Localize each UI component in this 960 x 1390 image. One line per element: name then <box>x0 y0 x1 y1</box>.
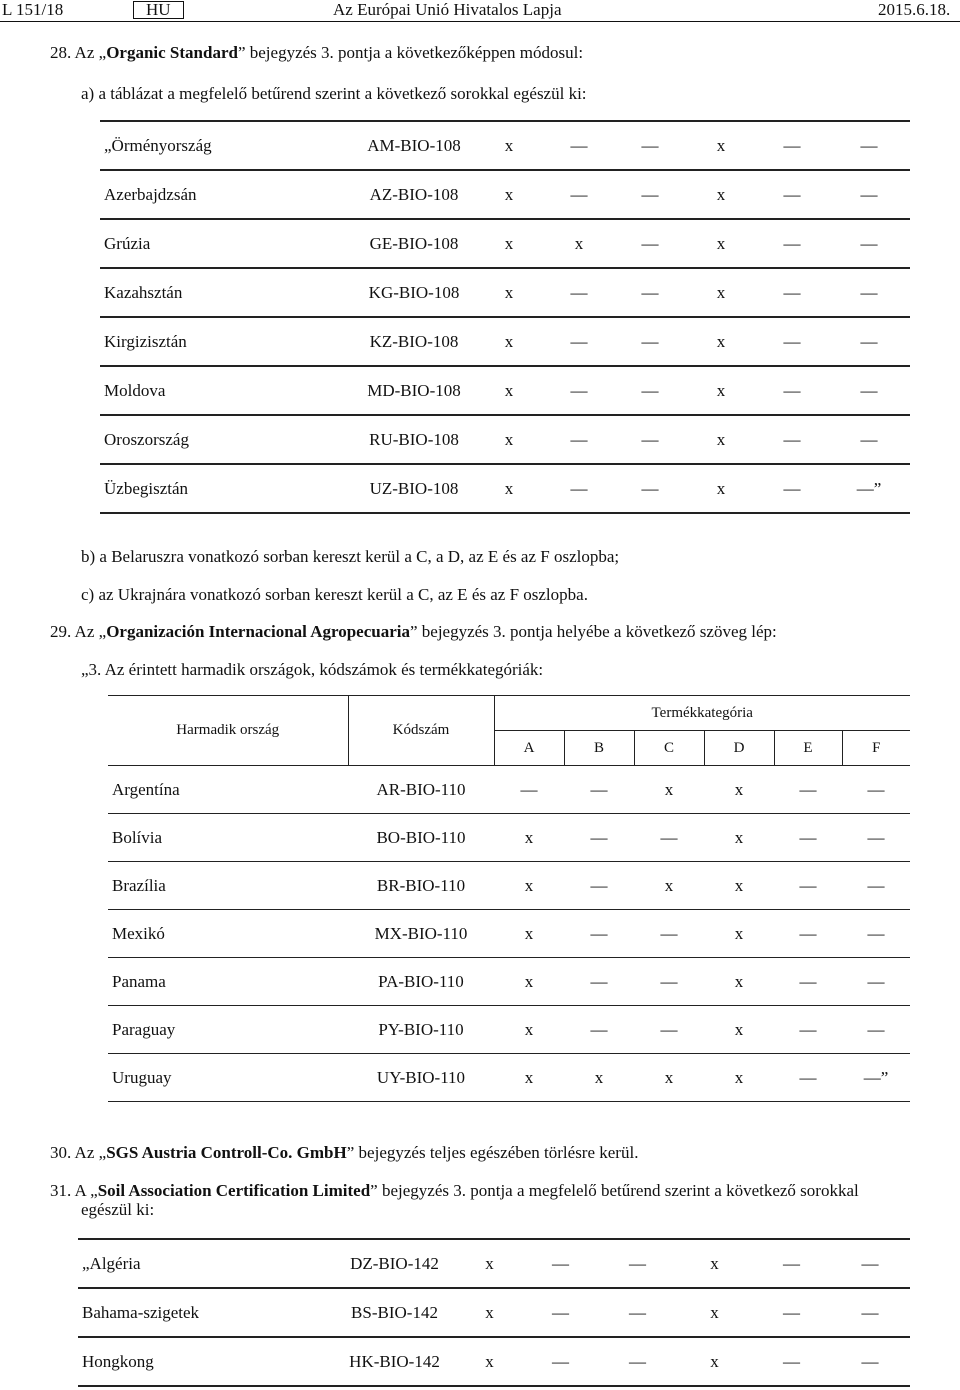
category-e-cell: — <box>753 1239 830 1288</box>
category-f-cell: — <box>828 121 910 170</box>
table-2-body <box>108 766 910 1102</box>
category-d-cell: x <box>686 415 756 464</box>
category-e-cell: — <box>756 268 828 317</box>
category-e-cell: — <box>753 1337 830 1386</box>
category-d-cell: x <box>704 958 774 1006</box>
table-row <box>108 1054 910 1102</box>
category-c-cell: — <box>599 1337 676 1386</box>
code-cell: DZ-BIO-142 <box>332 1239 457 1288</box>
category-c-cell: x <box>634 766 704 814</box>
code-cell: RU-BIO-108 <box>354 415 474 464</box>
item-29-heading: „3. Az érintett harmadik országok, kódszámok és termékkategóriák: <box>81 660 544 679</box>
category-d-cell: x <box>686 366 756 415</box>
table-row <box>100 268 910 317</box>
table-row <box>100 415 910 464</box>
item-31-line2: egészül ki: <box>81 1200 155 1219</box>
table-1 <box>100 120 910 514</box>
category-col-header: F <box>842 731 910 766</box>
category-b-cell: x <box>544 219 614 268</box>
category-c-cell: — <box>614 464 686 513</box>
category-a-cell: — <box>494 766 564 814</box>
code-cell: PA-BIO-110 <box>348 958 494 1006</box>
category-f-cell: — <box>842 766 910 814</box>
table-row <box>78 1288 910 1337</box>
item-28-intro: 28. Az „Organic Standard” bejegyzés 3. pontja a következőképpen módosul: <box>50 43 584 62</box>
category-a-cell: x <box>494 1054 564 1102</box>
category-c-cell: — <box>634 958 704 1006</box>
table-row <box>100 219 910 268</box>
page-header <box>0 0 960 22</box>
category-f-cell: — <box>830 1337 910 1386</box>
country-cell: Mexikó <box>108 910 348 958</box>
table-row <box>78 1337 910 1386</box>
category-b-cell: — <box>564 958 634 1006</box>
country-cell: Brazília <box>108 862 348 910</box>
category-a-cell: x <box>474 415 544 464</box>
publication-date: 2015.6.18. <box>878 0 951 19</box>
category-f-cell: — <box>842 910 910 958</box>
category-a-cell: x <box>494 1006 564 1054</box>
item-28-c: c) az Ukrajnára vonatkozó sorban kereszt kerül a C, az E és az F oszlopba. <box>81 585 588 604</box>
category-a-cell: x <box>474 268 544 317</box>
code-cell: UZ-BIO-108 <box>354 464 474 513</box>
category-e-cell: — <box>774 1006 842 1054</box>
category-e-cell: — <box>774 958 842 1006</box>
category-d-cell: x <box>676 1239 753 1288</box>
category-e-cell: — <box>756 415 828 464</box>
category-d-cell: x <box>704 910 774 958</box>
code-cell: BR-BIO-110 <box>348 862 494 910</box>
country-cell: Paraguay <box>108 1006 348 1054</box>
table-row <box>100 170 910 219</box>
category-e-cell: — <box>756 317 828 366</box>
code-cell: GE-BIO-108 <box>354 219 474 268</box>
category-b-cell: — <box>544 121 614 170</box>
category-c-cell: — <box>599 1288 676 1337</box>
col-header-category: Termékkategória <box>494 696 910 731</box>
category-c-cell: — <box>634 910 704 958</box>
country-cell: Argentína <box>108 766 348 814</box>
category-e-cell: — <box>756 121 828 170</box>
category-b-cell: — <box>544 317 614 366</box>
category-c-cell: — <box>634 1006 704 1054</box>
country-cell: Üzbegisztán <box>100 464 354 513</box>
country-cell: Bahama-szigetek <box>78 1288 332 1337</box>
category-col-header: E <box>774 731 842 766</box>
category-c-cell: — <box>614 317 686 366</box>
col-header-country: Harmadik ország <box>108 696 348 766</box>
category-d-cell: x <box>686 317 756 366</box>
category-a-cell: x <box>474 317 544 366</box>
category-c-cell: — <box>614 366 686 415</box>
category-a-cell: x <box>494 814 564 862</box>
category-b-cell: — <box>564 910 634 958</box>
category-b-cell: — <box>544 415 614 464</box>
category-e-cell: — <box>756 170 828 219</box>
category-e-cell: — <box>774 910 842 958</box>
table-row <box>100 366 910 415</box>
category-a-cell: x <box>457 1239 522 1288</box>
category-f-cell: — <box>830 1239 910 1288</box>
category-e-cell: — <box>774 1054 842 1102</box>
category-b-cell: — <box>544 170 614 219</box>
table-row <box>100 464 910 513</box>
language-badge: HU <box>133 1 184 19</box>
category-a-cell: x <box>457 1288 522 1337</box>
category-col-header: C <box>634 731 704 766</box>
category-d-cell: x <box>686 464 756 513</box>
country-cell: Bolívia <box>108 814 348 862</box>
category-e-cell: — <box>756 219 828 268</box>
code-cell: MD-BIO-108 <box>354 366 474 415</box>
table-3 <box>78 1238 910 1387</box>
header-rule <box>0 21 960 22</box>
code-cell: KZ-BIO-108 <box>354 317 474 366</box>
code-cell: PY-BIO-110 <box>348 1006 494 1054</box>
code-cell: UY-BIO-110 <box>348 1054 494 1102</box>
category-f-cell: — <box>830 1288 910 1337</box>
category-f-cell: — <box>828 317 910 366</box>
category-b-cell: — <box>564 766 634 814</box>
category-a-cell: x <box>457 1337 522 1386</box>
journal-title: Az Európai Unió Hivatalos Lapja <box>333 0 562 19</box>
category-e-cell: — <box>774 814 842 862</box>
col-header-code: Kódszám <box>348 696 494 766</box>
code-cell: MX-BIO-110 <box>348 910 494 958</box>
category-d-cell: x <box>676 1288 753 1337</box>
country-cell: Panama <box>108 958 348 1006</box>
category-b-cell: — <box>522 1337 599 1386</box>
category-c-cell: — <box>614 415 686 464</box>
category-f-cell: — <box>828 170 910 219</box>
category-b-cell: — <box>544 268 614 317</box>
country-cell: Oroszország <box>100 415 354 464</box>
category-d-cell: x <box>686 170 756 219</box>
category-a-cell: x <box>474 219 544 268</box>
category-a-cell: x <box>494 958 564 1006</box>
category-e-cell: — <box>756 366 828 415</box>
category-d-cell: x <box>704 1054 774 1102</box>
item-31-intro: 31. A „Soil Association Certification Limited” bejegyzés 3. pontja a megfelelő betűrend szerint a következő sorokkal <box>50 1181 859 1200</box>
page-reference: L 151/18 <box>2 0 64 19</box>
category-d-cell: x <box>686 219 756 268</box>
category-c-cell: — <box>614 219 686 268</box>
category-a-cell: x <box>494 862 564 910</box>
category-b-cell: x <box>564 1054 634 1102</box>
code-cell: AR-BIO-110 <box>348 766 494 814</box>
category-b-cell: — <box>564 814 634 862</box>
category-d-cell: x <box>704 1006 774 1054</box>
item-28-b: b) a Belaruszra vonatkozó sorban kereszt kerül a C, a D, az E és az F oszlopba; <box>81 547 620 566</box>
category-d-cell: x <box>704 766 774 814</box>
code-cell: KG-BIO-108 <box>354 268 474 317</box>
category-c-cell: x <box>634 862 704 910</box>
category-a-cell: x <box>494 910 564 958</box>
category-c-cell: — <box>599 1239 676 1288</box>
category-b-cell: — <box>544 464 614 513</box>
category-e-cell: — <box>756 464 828 513</box>
category-f-cell: — <box>842 958 910 1006</box>
table-row <box>100 121 910 170</box>
category-c-cell: — <box>614 121 686 170</box>
category-f-cell: — <box>828 219 910 268</box>
table-2 <box>108 695 910 1102</box>
country-cell: Moldova <box>100 366 354 415</box>
country-cell: Grúzia <box>100 219 354 268</box>
country-cell: Hongkong <box>78 1337 332 1386</box>
category-b-cell: — <box>522 1288 599 1337</box>
code-cell: BS-BIO-142 <box>332 1288 457 1337</box>
country-cell: Kirgizisztán <box>100 317 354 366</box>
table-row <box>78 1239 910 1288</box>
category-b-cell: — <box>564 862 634 910</box>
table-row <box>108 862 910 910</box>
category-c-cell: — <box>614 170 686 219</box>
category-b-cell: — <box>522 1239 599 1288</box>
category-b-cell: — <box>544 366 614 415</box>
category-col-header: D <box>704 731 774 766</box>
category-c-cell: x <box>634 1054 704 1102</box>
category-f-cell: — <box>842 814 910 862</box>
item-30: 30. Az „SGS Austria Controll-Co. GmbH” bejegyzés teljes egészében törlésre kerül. <box>50 1143 639 1162</box>
category-f-cell: — <box>842 862 910 910</box>
category-f-cell: —” <box>828 464 910 513</box>
table-row <box>108 1006 910 1054</box>
category-d-cell: x <box>704 862 774 910</box>
category-col-header: B <box>564 731 634 766</box>
table-3-body <box>78 1238 910 1386</box>
category-c-cell: — <box>634 814 704 862</box>
table-row <box>100 317 910 366</box>
item-29-intro: 29. Az „Organización Internacional Agropecuaria” bejegyzés 3. pontja helyébe a következő szöveg lép: <box>50 622 777 641</box>
category-f-cell: — <box>828 268 910 317</box>
table-1-body <box>100 120 910 513</box>
category-a-cell: x <box>474 170 544 219</box>
category-f-cell: — <box>828 415 910 464</box>
category-d-cell: x <box>704 814 774 862</box>
category-a-cell: x <box>474 366 544 415</box>
table-row <box>108 910 910 958</box>
category-e-cell: — <box>753 1288 830 1337</box>
category-a-cell: x <box>474 464 544 513</box>
code-cell: HK-BIO-142 <box>332 1337 457 1386</box>
category-f-cell: —” <box>842 1054 910 1102</box>
table-row <box>108 814 910 862</box>
category-a-cell: x <box>474 121 544 170</box>
table-row <box>108 958 910 1006</box>
country-cell: Kazahsztán <box>100 268 354 317</box>
category-d-cell: x <box>686 121 756 170</box>
category-e-cell: — <box>774 862 842 910</box>
table-row <box>108 766 910 814</box>
country-cell: Azerbajdzsán <box>100 170 354 219</box>
category-d-cell: x <box>676 1337 753 1386</box>
category-e-cell: — <box>774 766 842 814</box>
category-b-cell: — <box>564 1006 634 1054</box>
item-28-a: a) a táblázat a megfelelő betűrend szerint a következő sorokkal egészül ki: <box>81 84 587 103</box>
code-cell: AM-BIO-108 <box>354 121 474 170</box>
code-cell: AZ-BIO-108 <box>354 170 474 219</box>
category-col-header: A <box>494 731 564 766</box>
category-f-cell: — <box>828 366 910 415</box>
country-cell: „Örményország <box>100 121 354 170</box>
category-d-cell: x <box>686 268 756 317</box>
category-f-cell: — <box>842 1006 910 1054</box>
code-cell: BO-BIO-110 <box>348 814 494 862</box>
country-cell: „Algéria <box>78 1239 332 1288</box>
category-c-cell: — <box>614 268 686 317</box>
country-cell: Uruguay <box>108 1054 348 1102</box>
